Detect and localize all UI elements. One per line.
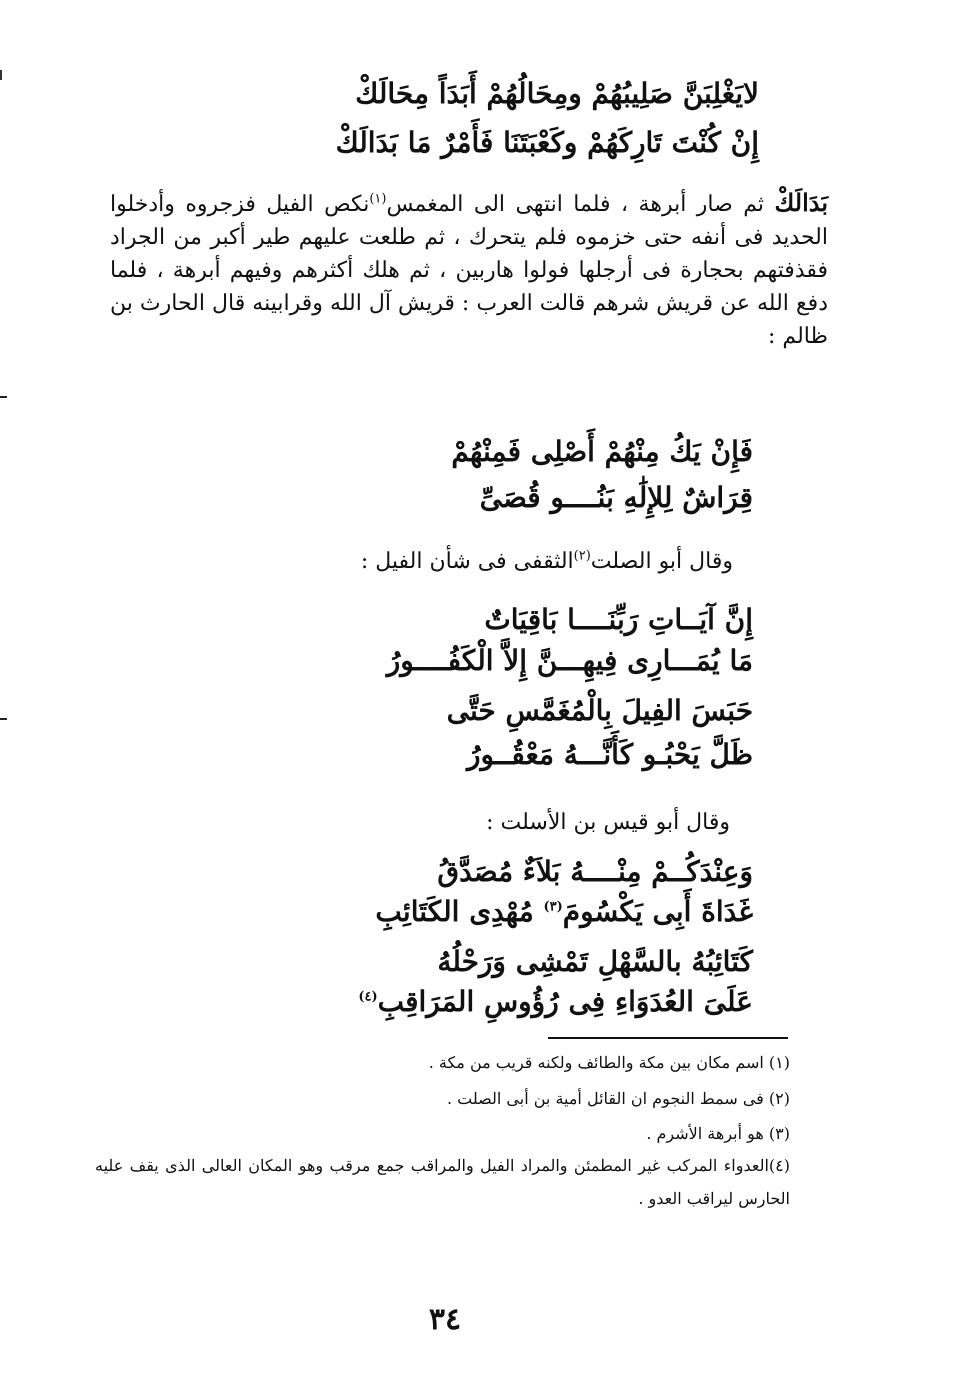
footnote-ref-2: (٢) [573,548,591,564]
footnote-ref-4: (٤) [358,989,378,1005]
poem-intro [361,547,733,577]
paragraph-lead-word: بَدَالَكْ [774,188,829,217]
footnote-2: (٢) فى سمط النجوم ان القائل أمية بن أبى الصلت . [446,1089,790,1108]
verse-text: غَدَاةَ أَبِى يَكْسُومَ [562,895,753,928]
footnote-ref-1: (١) [369,191,387,207]
poem-intro: وقال أبو قيس بن الأسلت : [486,810,730,835]
scan-edge-mark [0,70,2,80]
poem4-line3: كَتَائِبُهُ بالسَّهْلِ تَمْشِى وَرَحْلُهُ [437,945,753,978]
intro-text: وقال أبو الصلت [590,549,733,574]
footnote-separator [548,1037,788,1039]
scan-edge-mark [0,718,7,720]
poem3-line1: إِنَّ آيَــاتِ رَبِّنَــــا بَاقِيَاتٌ [484,603,753,636]
poem4-line2 [375,892,753,932]
verse-text: عَلَىَ العُدَوَاءِ فِى رُؤُوسِ المَرَاقِبِ [377,985,753,1018]
narrative-paragraph [110,186,828,353]
footnote-ref-3: (٣) [543,899,563,915]
poem4-line4 [358,982,753,1022]
footnote-4: (٤)العدواء المركب غير المطمئن والمراد الفيل والمراقب جمع مرقب وهو المكان العالى الذى يقف عليه [95,1156,790,1175]
footnote-1: (١) اسم مكان بين مكة والطائف ولكنه قريب من مكة . [428,1053,790,1072]
poem2-line2: قِرَاشٌ لِلإِلَٰهِ بَنُــــو قُصَىِّ [479,481,753,514]
poem2-line1: فَإِنْ يَكُ مِنْهُمْ أَصْلِى فَمِنْهُمْ [451,435,753,468]
intro-text: الثقفى فى شأن الفيل : [360,549,574,574]
page-number: ٣٤ [428,1302,462,1337]
verse-text: مُهْدِى الكَتَائِبِ [375,895,534,928]
poem1-line1: لايَغْلِبَنَّ صَلِيبُهُمْ ومِحَالُهُمْ أَبَدَاً مِحَالَكْ [355,77,759,110]
footnote-4-continued: الحارس ليراقب العدو . [638,1189,790,1208]
poem3-line3: حَبَسَ الفِيلَ بِالْمُغَمَّسِ حَتَّى [446,694,753,727]
paragraph-text: ثم صار أبرهة ، فلما انتهى الى المغمس [386,192,765,217]
poem3-line4: ظَلَّ يَحْبُـو كَأَنَّـــهُ مَعْقُــورُ [466,738,753,771]
poem1-line2: إِنْ كُنْتَ تَارِكَهُمْ وكَعْبَتَنَا فَأَمْرٌ مَا بَدَالَكْ [335,126,759,159]
paragraph-text: نكص الفيل فزجروه وأدخلوا الحديد فى أنفه حتى خزموه فلم يتحرك ، ثم طلعت عليهم طير أكبر من الجراد فقذفتهم بحجارة فى أرجلها فولوا هاربين ، ثم هلك أكثرهم وفيهم أبرهة ، فلما دفع الله عن قريش شرهم قالت العرب : قريش آل الله وقرابينه قال الحارث بن ظالم : [110,192,828,349]
poem3-line2: مَا يُمَـــارِى فِيهِـــنَّ إِلاَّ الْكَفُــــورُ [386,644,753,677]
footnote-3: (٣) هو أبرهة الأشرم . [646,1124,790,1143]
scan-edge-mark [0,396,7,398]
poem4-line1: وَعِنْدَكُــمْ مِنْــــهُ بَلاَءٌ مُصَدَّقُ [437,855,753,888]
